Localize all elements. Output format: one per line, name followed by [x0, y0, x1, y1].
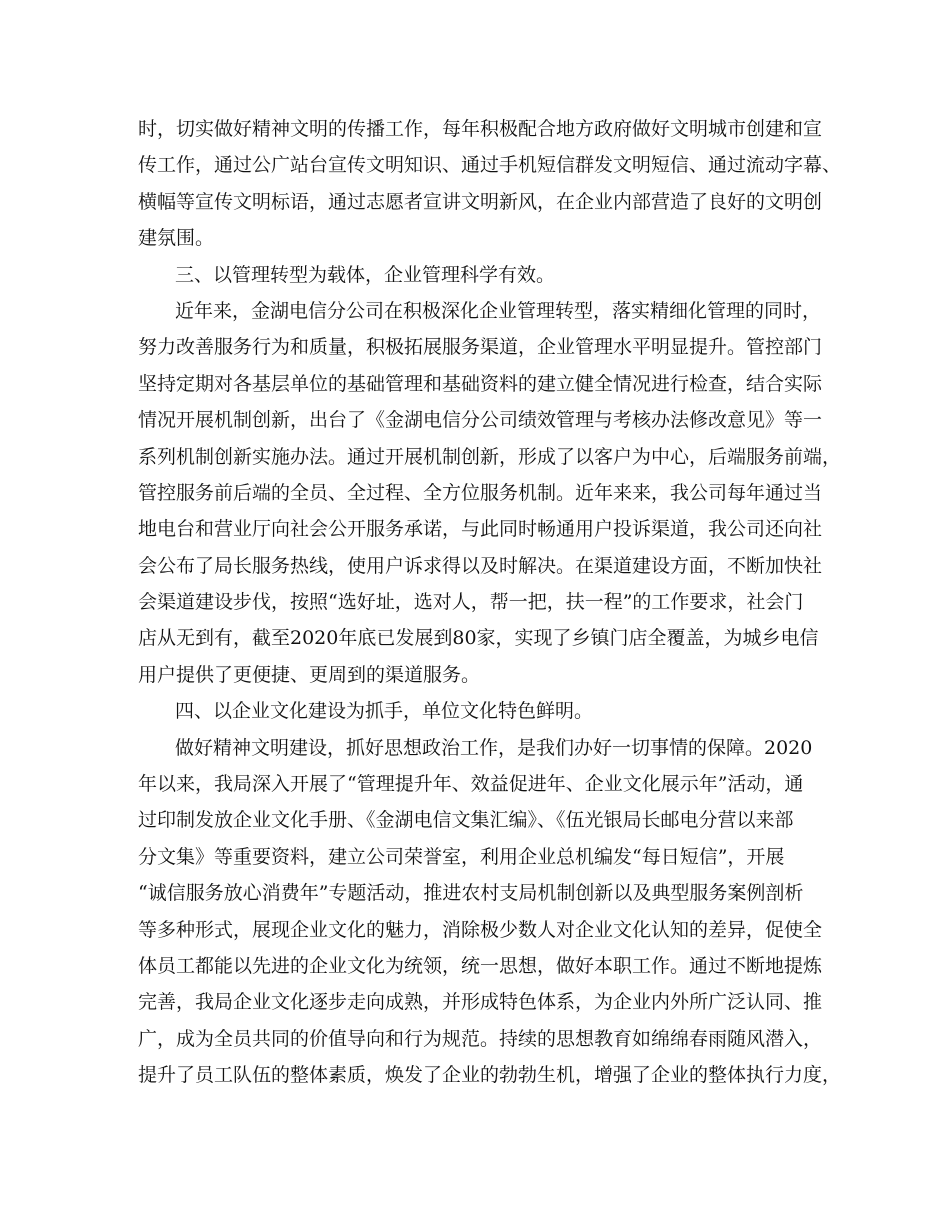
text-line: 管控服务前后端的全员、全过程、全方位服务机制。近年来来，我公司每年通过当: [138, 481, 823, 504]
text-line: 用户提供了更便捷、更周到的渠道服务。: [138, 663, 481, 686]
text-line: 地电台和营业厅向社会公开服务承诺，与此同时畅通用户投诉渠道，我公司还向社: [138, 518, 823, 541]
text-line: 时，切实做好精神文明的传播工作，每年积极配合地方政府做好文明城市创建和宣: [138, 118, 823, 140]
text-line: 分文集》等重要资料，建立公司荣誉室，利用企业总机编发“每日短信”，开展: [138, 845, 785, 868]
document-body: [138, 111, 842, 1094]
text-line: 情况开展机制创新，出台了《金湖电信分公司绩效管理与考核办法修改意见》等一: [138, 409, 823, 432]
text-line: 做好精神文明建设，抓好思想政治工作，是我们办好一切事情的保障。2020: [175, 736, 813, 759]
text-line: 会渠道建设步伐，按照“选好址，选对人，帮一把，扶一程”的工作要求，社会门: [138, 591, 804, 614]
text-line: 店从无到有，截至2020年底已发展到80家，实现了乡镇门店全覆盖，为城乡电信: [138, 627, 819, 650]
text-line: 会公布了局长服务热线，使用户诉求得以及时解决。在渠道建设方面，不断加快社: [138, 554, 823, 577]
text-line: 建氛围。: [138, 227, 215, 250]
text-line: 体员工都能以先进的企业文化为统领，统一思想，做好本职工作。通过不断地提炼: [138, 954, 823, 977]
text-line: 等多种形式，展现企业文化的魅力，消除极少数人对企业文化认知的差异，促使全: [138, 918, 823, 941]
text-line: 提升了员工队伍的整体素质，焕发了企业的勃勃生机，增强了企业的整体执行力度，: [138, 1064, 842, 1087]
text-line: 广，成为全员共同的价值导向和行为规范。持续的思想教育如绵绵春雨随风潜入，: [138, 1027, 823, 1050]
text-line: 横幅等宣传文明标语，通过志愿者宣讲文明新风，在企业内部营造了良好的文明创: [138, 190, 823, 213]
text-line: 年以来，我局深入开展了“管理提升年、效益促进年、企业文化展示年”活动，通: [138, 773, 804, 796]
text-line: 近年来，金湖电信分公司在积极深化企业管理转型，落实精细化管理的同时，: [175, 299, 822, 322]
section-heading: 四、以企业文化建设为抓手，单位文化特色鲜明。: [175, 700, 594, 723]
text-line: “诚信服务放心消费年”专题活动，推进农村支局机制创新以及典型服务案例剖析: [138, 882, 804, 905]
section-heading: 三、以管理转型为载体，企业管理科学有效。: [175, 263, 556, 286]
text-line: 坚持定期对各基层单位的基础管理和基础资料的建立健全情况进行检查，结合实际: [138, 372, 823, 395]
text-line: 传工作，通过公广站台宣传文明知识、通过手机短信群发文明短信、通过流动字幕、: [138, 154, 842, 177]
text-line: 过印制发放企业文化手册、《金湖电信文集汇编》、《伍光银局长邮电分营以来部: [138, 809, 794, 832]
text-line: 努力改善服务行为和质量，积极拓展服务渠道，企业管理水平明显提升。管控部门: [138, 336, 823, 359]
text-line: 完善，我局企业文化逐步走向成熟，并形成特色体系，为企业内外所广泛认同、推: [138, 991, 823, 1014]
text-line: 系列机制创新实施办法。通过开展机制创新，形成了以客户为中心，后端服务前端，: [138, 445, 842, 468]
